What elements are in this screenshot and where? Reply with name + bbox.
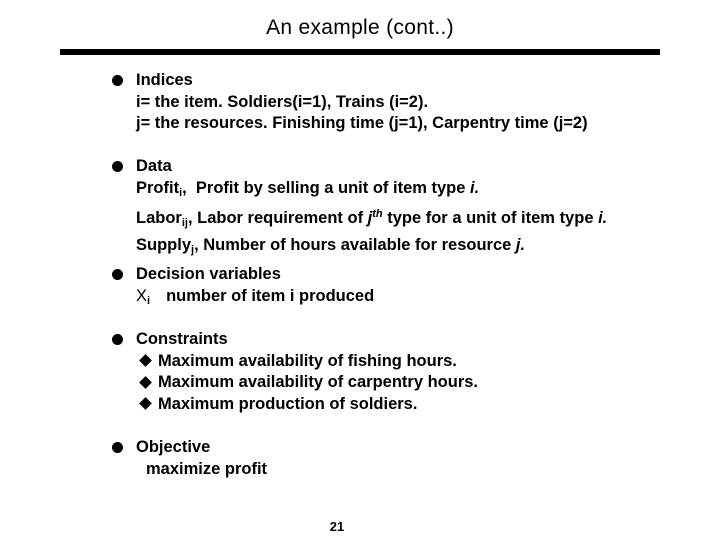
- labor-j: j: [367, 209, 373, 227]
- objective-heading: Objective: [136, 438, 211, 456]
- bullet-dot-icon: [112, 442, 123, 453]
- labor-subscript: ij: [181, 217, 188, 229]
- bullet-dot-icon: [112, 334, 123, 345]
- data-heading: Data: [136, 157, 172, 175]
- data-profit-line: [136, 178, 607, 205]
- profit-text: , Profit by selling a unit of item type: [182, 178, 471, 197]
- bullet-dot-icon: [112, 161, 123, 172]
- constraint-item: [136, 351, 478, 373]
- labor-superscript: th: [372, 208, 383, 220]
- labor-text-b: type for a unit of item type: [382, 209, 599, 227]
- indices-heading: Indices: [136, 71, 193, 89]
- bullet-dot-icon: [112, 269, 123, 280]
- diamond-bullet-icon: [139, 397, 152, 410]
- supply-text: , Number of hours available for resource: [194, 235, 516, 254]
- supply-var: j.: [515, 235, 526, 254]
- constraint-item: [136, 394, 478, 416]
- constraint-text: Maximum availability of fishing hours.: [158, 351, 457, 370]
- constraint-text: Maximum availability of carpentry hours.: [158, 373, 479, 391]
- page-number: 21: [329, 519, 345, 534]
- title-divider: [60, 49, 660, 55]
- constraints-heading: Constraints: [136, 330, 228, 348]
- constraint-text: Maximum production of soldiers.: [158, 394, 418, 413]
- constraint-item: [136, 372, 478, 394]
- diamond-bullet-icon: [139, 376, 152, 389]
- supply-label: Supply: [136, 235, 192, 254]
- supply-subscript: j: [191, 243, 195, 256]
- indices-line-j: j= the resources. Finishing time (j=1), Carpentry time (j=2): [136, 114, 588, 132]
- labor-label: Labor: [136, 209, 182, 227]
- bullet-dot-icon: [112, 75, 123, 86]
- data-supply-line: [136, 235, 607, 262]
- decision-var-label: X: [136, 286, 148, 305]
- slide-title: An example (cont..): [266, 16, 454, 39]
- profit-subscript: i: [179, 186, 183, 199]
- objective-text: maximize profit: [146, 459, 268, 478]
- profit-label: Profit: [136, 178, 180, 197]
- profit-var: i.: [470, 178, 480, 197]
- decision-var-text: number of item i produced: [166, 286, 375, 305]
- data-labor-line: [136, 204, 607, 235]
- indices-line-i: i= the item. Soldiers(i=1), Trains (i=2).: [136, 92, 429, 111]
- decision-var-line: [136, 286, 374, 313]
- diamond-bullet-icon: [139, 354, 152, 367]
- decision-heading: Decision variables: [136, 265, 281, 283]
- labor-var: i.: [598, 209, 608, 227]
- decision-var-subscript: i: [147, 294, 151, 307]
- labor-text-a: , Labor requirement of: [187, 209, 368, 227]
